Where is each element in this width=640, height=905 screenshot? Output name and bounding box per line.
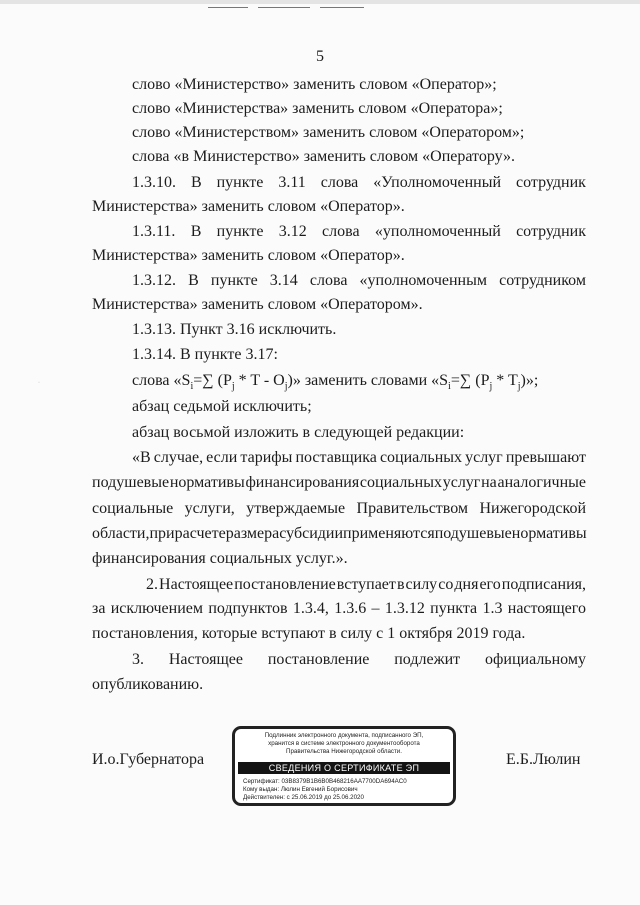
word: подушевые (434, 525, 512, 542)
word: аналогичные (497, 474, 586, 491)
word: если (206, 449, 238, 466)
word: Настоящее (168, 651, 243, 668)
formula-subscript: i (448, 381, 451, 393)
word: случае, (153, 449, 204, 466)
word: слова (320, 174, 359, 191)
formula-subscript: j (517, 381, 521, 393)
word: постановление (267, 651, 370, 668)
word: 3.11 (278, 174, 306, 191)
word: 1.3.11. (132, 223, 176, 240)
certificate-serial: Сертификат: 03B8379B1B6B0B468216AA7700DA694AC0 (243, 778, 407, 785)
text-line: абзац седьмой исключить; (132, 398, 312, 415)
text-line: слово «Министерства» заменить словом «Оператора»; (132, 100, 503, 117)
word: 3.14 (269, 272, 298, 289)
text-line (132, 272, 586, 290)
word: настоящего (507, 600, 586, 617)
word: В (190, 174, 202, 191)
word: 1.3 (482, 600, 503, 617)
stamp-note-line: Правительства Нижегородской области. (286, 748, 402, 755)
formula-part: слова «S (132, 372, 191, 389)
word: официальному (485, 651, 586, 668)
word: превышают (505, 449, 586, 466)
word: 3. (132, 651, 144, 668)
word: Нижегородской (479, 500, 586, 517)
word: применяются (343, 525, 435, 542)
word: вступает (336, 576, 396, 593)
word: социальных (379, 449, 463, 466)
word: слова (309, 272, 348, 289)
text-line: Министерства» заменить словом «Оператором». (92, 296, 423, 313)
stamp-header: СВЕДЕНИЯ О СЕРТИФИКАТЕ ЭП (238, 762, 450, 774)
page-number: 5 (316, 48, 324, 65)
text-line: слово «Министерством» заменить словом «Оператором»; (132, 124, 525, 141)
text-line: опубликованию. (92, 676, 204, 693)
word: 2. (146, 576, 158, 593)
scan-speck: · (38, 380, 40, 386)
word: утверждаемые (246, 500, 346, 517)
word: финансирования (245, 474, 360, 491)
text-line (146, 576, 586, 594)
text-line: Министерства» заменить словом «Оператор». (92, 198, 405, 215)
word: В (188, 272, 199, 289)
word: слова (322, 223, 360, 240)
word: нормативы (511, 525, 587, 542)
word: области, (92, 525, 150, 542)
word: 1.3.12 (384, 600, 425, 617)
text-line (132, 449, 586, 467)
stamp-details (235, 774, 453, 802)
certificate-validity: Действителен: с 25.06.2019 до 25.06.2020 (243, 794, 364, 801)
formula-part: )»; (520, 372, 539, 389)
text-line: 1.3.13. Пункт 3.16 исключить. (132, 321, 337, 338)
word: исключением (110, 600, 203, 617)
word: дня (454, 576, 479, 593)
word: «В (132, 449, 151, 466)
text-line: слово «Министерство» заменить словом «Оператор»; (132, 76, 497, 93)
scan-mark (320, 7, 364, 8)
word: пункте (210, 272, 258, 289)
word: сотрудник (516, 174, 586, 191)
formula-part: )» заменить словами «S (287, 372, 449, 389)
word: субсидии (279, 525, 344, 542)
formula-part: * T (492, 372, 518, 389)
stamp-note (235, 732, 453, 756)
text-line: постановления, которые вступают в силу с 1 октября 2019 года. (92, 625, 526, 642)
word: постановление (234, 576, 336, 593)
word: пункте (216, 223, 264, 240)
word: в (396, 576, 405, 593)
word: его (479, 576, 501, 593)
word: социальные (92, 500, 174, 517)
word: «Уполномоченный (373, 174, 502, 191)
word: на (481, 474, 497, 491)
formula-part: =∑ (P (450, 372, 490, 389)
e-signature-stamp (232, 726, 456, 806)
text-line (132, 223, 586, 241)
word: услуги, (184, 500, 235, 517)
scan-mark (208, 7, 248, 8)
word: – (371, 600, 380, 617)
signatory-title: И.о.Губернатора (92, 751, 205, 768)
word: пункте (216, 174, 264, 191)
word: «уполномоченный (374, 223, 501, 240)
word: подлежит (394, 651, 461, 668)
word: услуг (465, 449, 503, 466)
word: «уполномоченным (359, 272, 487, 289)
text-line (92, 500, 586, 518)
word: сотрудник (516, 223, 586, 240)
formula-part: =∑ (P (193, 372, 232, 389)
word: за (92, 600, 106, 617)
word: Настоящее (159, 576, 234, 593)
word: при (149, 525, 175, 542)
formula-subscript: j (284, 381, 288, 393)
text-line: абзац восьмой изложить в следующей редакции: (132, 424, 465, 441)
word: подписания, (501, 576, 586, 593)
word: размера (225, 525, 280, 542)
word: 1.3.10. (132, 174, 176, 191)
text-line: слова «в Министерство» заменить словом «Оператору». (132, 148, 516, 165)
text-line: финансирования социальных услуг.». (92, 550, 348, 567)
text-line (132, 174, 586, 192)
text-line: 1.3.14. В пункте 3.17: (132, 346, 278, 363)
word: 1.3.6 (334, 600, 367, 617)
word: пункта (430, 600, 478, 617)
word: тарифы (240, 449, 293, 466)
text-line (92, 525, 586, 543)
word: В (190, 223, 202, 240)
signatory-name: Е.Б.Люлин (506, 751, 581, 768)
stamp-note-line: Подлинник электронного документа, подписанного ЭП, (264, 732, 424, 739)
word: подушевые (92, 474, 170, 491)
word: силу (405, 576, 438, 593)
formula-part: * T - O (234, 372, 285, 389)
stamp-note-line: хранится в системе электронного документооборота (268, 740, 420, 747)
text-line (132, 651, 586, 669)
word: услуг (442, 474, 481, 491)
word: социальных (359, 474, 442, 491)
word: сотрудником (499, 272, 586, 289)
scan-top-edge (0, 0, 640, 4)
word: со (438, 576, 454, 593)
text-line (92, 474, 586, 492)
word: расчете (174, 525, 226, 542)
scan-mark (258, 7, 310, 8)
text-line (92, 600, 586, 618)
formula-subscript: i (190, 381, 194, 393)
word: 1.3.4, (292, 600, 329, 617)
formula-subscript: j (231, 381, 235, 393)
word: 3.12 (278, 223, 307, 240)
word: 1.3.12. (132, 272, 176, 289)
formula-subscript: j (489, 381, 493, 393)
text-line (132, 372, 539, 393)
word: Правительством (356, 500, 469, 517)
word: поставщика (295, 449, 377, 466)
word: подпунктов (208, 600, 288, 617)
word: нормативы (169, 474, 245, 491)
text-line: Министерства» заменить словом «Оператор». (92, 247, 405, 264)
certificate-owner: Кому выдан: Люлин Евгений Борисович (243, 786, 358, 793)
